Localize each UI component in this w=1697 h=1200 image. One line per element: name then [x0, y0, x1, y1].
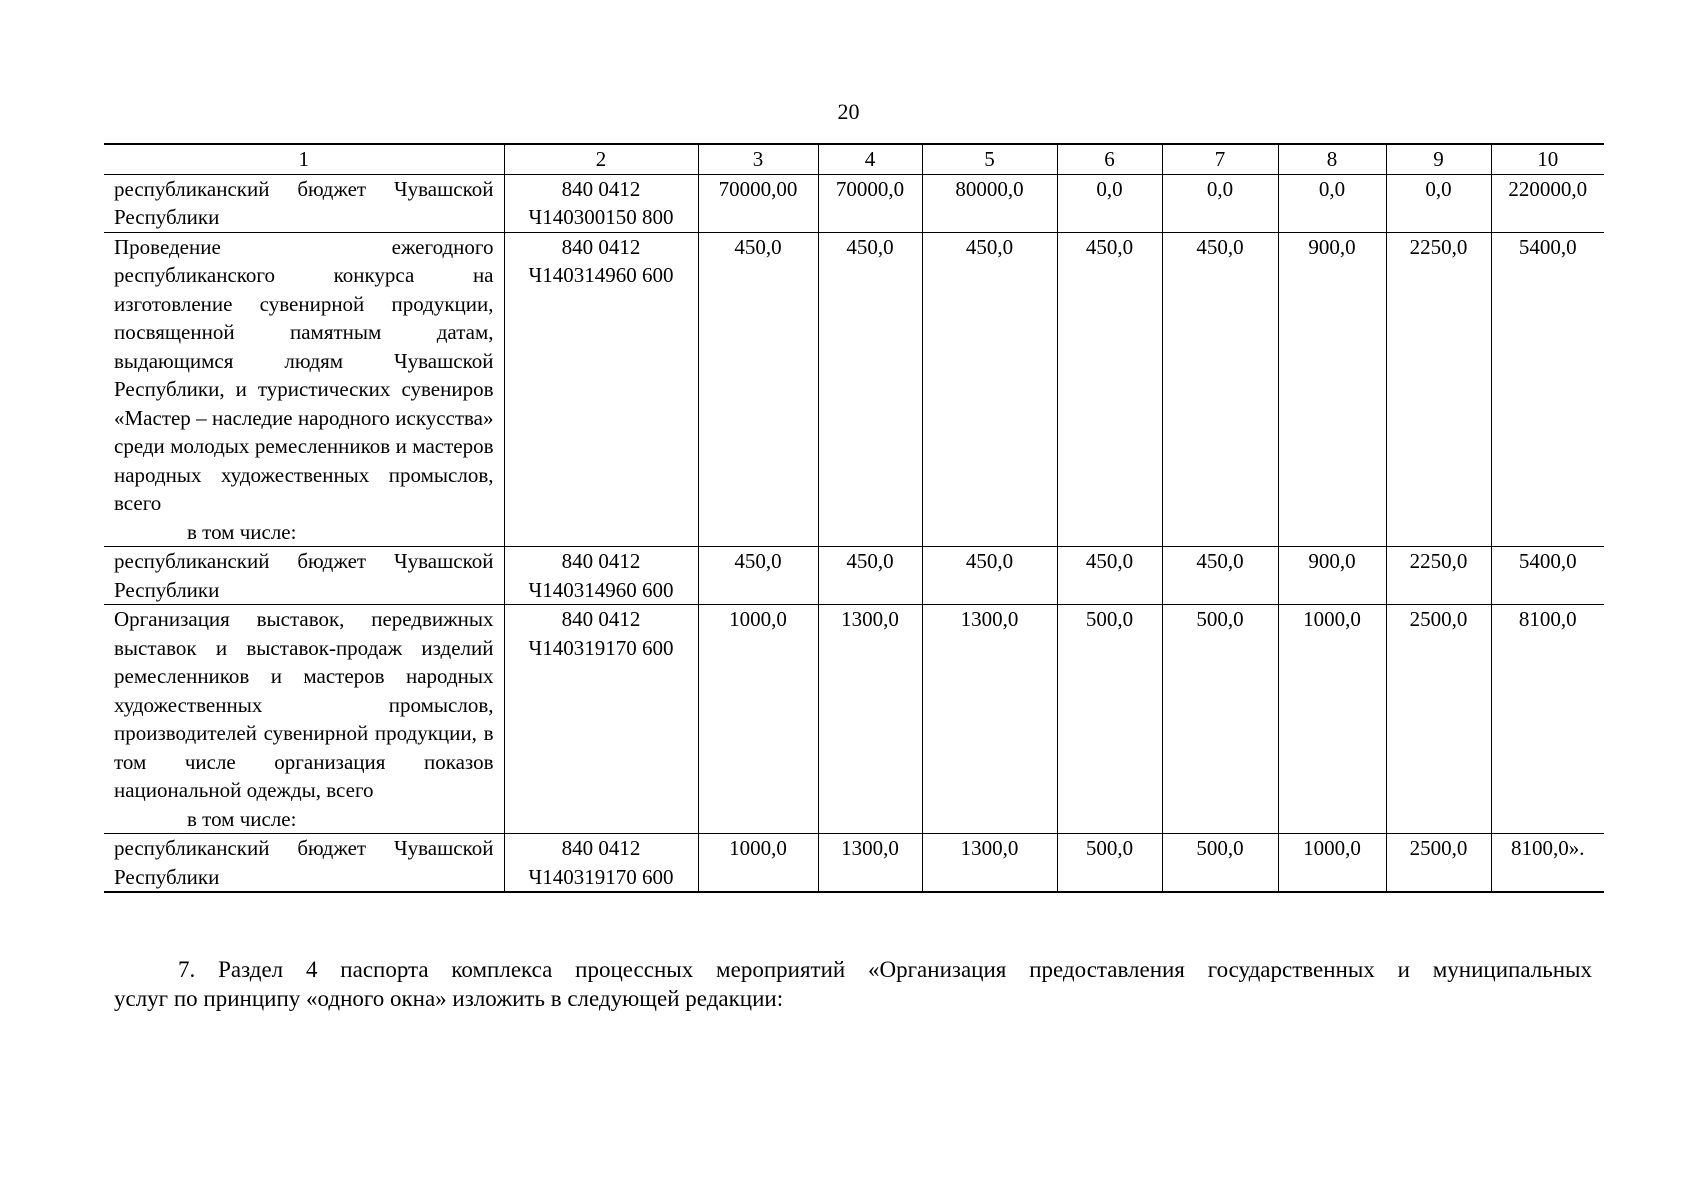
column-number-header: 7: [1162, 144, 1278, 174]
budget-code-cell: [504, 834, 698, 893]
activity-name-cell: [104, 834, 504, 893]
budget-table-body: [104, 144, 1604, 892]
budget-code-line-2: Ч140300150 800: [528, 205, 674, 229]
amount-cell: 450,0: [698, 547, 818, 605]
amount-cell: 1300,0: [922, 834, 1057, 893]
budget-code-line-2: Ч140314960 600: [528, 263, 674, 287]
budget-code-line-2: Ч140314960 600: [528, 577, 674, 602]
table-header-row: [104, 144, 1604, 174]
budget-code-line-1: 840 0412: [561, 176, 641, 201]
page-number: 20: [837, 99, 860, 124]
amount-cell: 0,0: [1162, 174, 1278, 232]
amount-cell: 500,0: [1057, 834, 1162, 893]
column-number-header: 3: [698, 144, 818, 174]
budget-code-line-2: Ч140319170 600: [528, 635, 674, 660]
activity-name: Проведение ежегодного республиканского конкурса на изготовление сувенирной продукции, посвященной памятным датам, выдающимся людям Чувашской Республики, и туристических сувениров «Мастер – наследие народного искусства» среди молодых ремесленников и мастеров народных художественных промыслов, всего: [114, 234, 494, 515]
amount-cell: 2500,0: [1386, 834, 1491, 893]
table-row: [104, 547, 1604, 605]
amount-cell: 450,0: [1162, 232, 1278, 547]
amount-cell: 70000,0: [818, 174, 922, 232]
amount-cell: 450,0: [818, 547, 922, 605]
paragraph-line-1: 7. Раздел 4 паспорта комплекса процессных мероприятий «Организация предоставления государственных и муниципальных: [178, 957, 1592, 982]
amount-cell: 450,0: [698, 232, 818, 547]
activity-name: Организация выставок, передвижных выставок и выставок-продаж изделий ремесленников и мастеров народных художественных промыслов, производителей сувенирной продукции, в том числе организация показов национальной одежды, всего: [114, 607, 494, 802]
activity-name-cell: [104, 547, 504, 605]
budget-code-cell: [504, 232, 698, 547]
amount-cell: 1300,0: [818, 834, 922, 893]
amount-cell: 450,0: [922, 232, 1057, 547]
amount-cell: 900,0: [1278, 547, 1386, 605]
amount-cell: 2250,0: [1386, 547, 1491, 605]
amount-cell: 8100,0: [1491, 605, 1604, 834]
amount-cell: 500,0: [1057, 605, 1162, 834]
table-row: [104, 834, 1604, 893]
table-row: [104, 232, 1604, 547]
paragraph-line-2: услуг по принципу «одного окна» изложить в следующей редакции:: [114, 986, 784, 1011]
amount-cell: 450,0: [1057, 547, 1162, 605]
amount-cell: 2250,0: [1386, 232, 1491, 547]
amount-cell: 70000,00: [698, 174, 818, 232]
column-number-header: 1: [104, 144, 504, 174]
amount-cell: 450,0: [1162, 547, 1278, 605]
activity-name-cell: [104, 605, 504, 834]
budget-code-cell: [504, 547, 698, 605]
activity-name: республиканский бюджет Чувашской Республики: [114, 836, 494, 889]
including-label: в том числе:: [187, 519, 297, 544]
amount-cell: 500,0: [1162, 834, 1278, 893]
column-number-header: 10: [1491, 144, 1604, 174]
amount-cell: 0,0: [1386, 174, 1491, 232]
activity-name-cell: [104, 174, 504, 232]
section-paragraph: [114, 955, 1592, 1013]
amount-cell: 1000,0: [698, 834, 818, 893]
amount-cell: 220000,0: [1491, 174, 1604, 232]
amount-cell: 1000,0: [698, 605, 818, 834]
activity-name: республиканский бюджет Чувашской Республики: [114, 549, 494, 602]
amount-cell: 5400,0: [1491, 232, 1604, 547]
amount-cell: 2500,0: [1386, 605, 1491, 834]
table-row: [104, 174, 1604, 232]
activity-name: республиканский бюджет Чувашской Республики: [114, 176, 494, 229]
amount-cell: 0,0: [1057, 174, 1162, 232]
activity-name-cell: [104, 232, 504, 547]
column-number-header: 6: [1057, 144, 1162, 174]
column-number-header: 9: [1386, 144, 1491, 174]
amount-cell: 450,0: [922, 547, 1057, 605]
amount-cell: 450,0: [1057, 232, 1162, 547]
budget-code-line-1: 840 0412: [561, 234, 641, 259]
column-number-header: 8: [1278, 144, 1386, 174]
amount-cell: 500,0: [1162, 605, 1278, 834]
table-row: [104, 605, 1604, 834]
budget-code-cell: [504, 605, 698, 834]
amount-cell: 80000,0: [922, 174, 1057, 232]
amount-cell: 1000,0: [1278, 605, 1386, 834]
including-label: в том числе:: [187, 806, 297, 831]
amount-cell: 450,0: [818, 232, 922, 547]
amount-cell: 5400,0: [1491, 547, 1604, 605]
budget-code-cell: [504, 174, 698, 232]
amount-cell: 1300,0: [922, 605, 1057, 834]
amount-cell: 8100,0».: [1491, 834, 1604, 893]
column-number-header: 5: [922, 144, 1057, 174]
amount-cell: 900,0: [1278, 232, 1386, 547]
budget-table: [104, 143, 1604, 893]
amount-cell: 1000,0: [1278, 834, 1386, 893]
budget-code-line-1: 840 0412: [561, 836, 641, 860]
budget-code-line-1: 840 0412: [561, 549, 641, 573]
column-number-header: 4: [818, 144, 922, 174]
budget-code-line-2: Ч140319170 600: [528, 864, 674, 889]
budget-code-line-1: 840 0412: [561, 607, 641, 631]
amount-cell: 0,0: [1278, 174, 1386, 232]
amount-cell: 1300,0: [818, 605, 922, 834]
column-number-header: 2: [504, 144, 698, 174]
